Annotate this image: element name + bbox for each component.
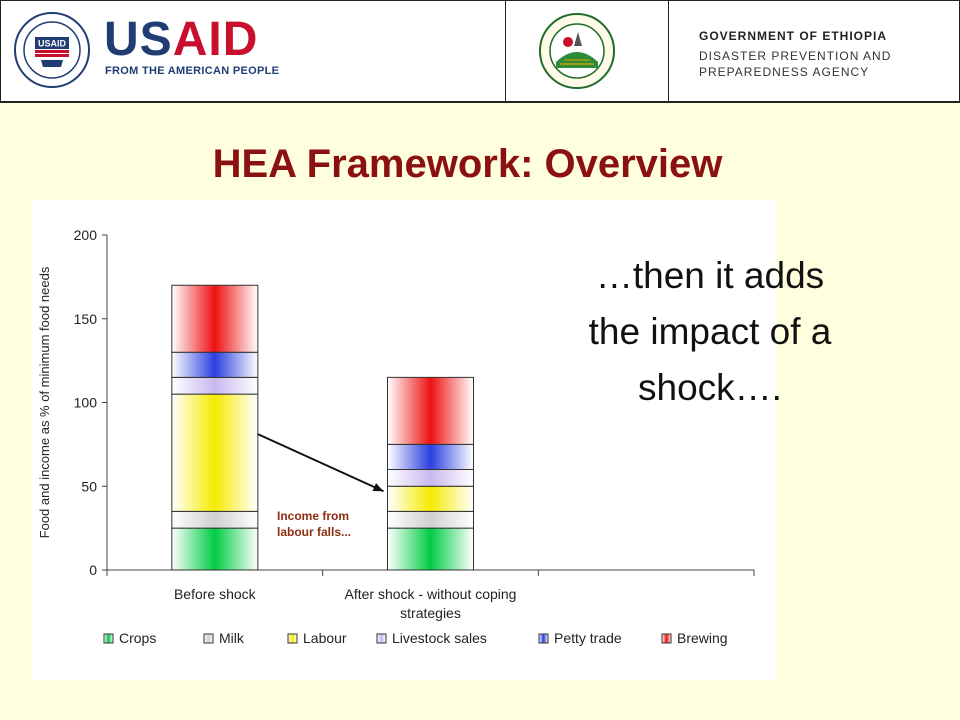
bar-segment-livestock-sales	[172, 377, 258, 394]
slide-note-line: …then it adds	[595, 255, 825, 296]
bar-segment-brewing	[172, 285, 258, 352]
legend-label: Labour	[303, 630, 347, 646]
slide-title: HEA Framework: Overview	[212, 142, 723, 186]
usaid-wordmark	[104, 15, 258, 65]
legend-swatch	[662, 634, 671, 643]
usaid-word-aid: AID	[172, 13, 259, 66]
x-category-label: Before shock	[173, 586, 256, 602]
usaid-logo-cell	[1, 1, 506, 101]
bar-segment-crops	[388, 528, 474, 570]
legend-label: Crops	[119, 630, 157, 646]
usaid-word-us: US	[104, 13, 173, 66]
bar-segment-petty-trade	[172, 352, 258, 377]
annotation-text: labour falls...	[277, 525, 352, 539]
bar-segment-petty-trade	[388, 444, 474, 469]
agency-name-line1: DISASTER PREVENTION AND	[699, 49, 892, 63]
header-banner	[0, 0, 960, 103]
y-axis-label: Food and income as % of minimum food needs	[37, 266, 52, 539]
legend-swatch	[539, 634, 548, 643]
usaid-tagline: FROM THE AMERICAN PEOPLE	[105, 65, 280, 77]
usaid-seal-icon	[13, 11, 91, 89]
bar-segment-labour	[388, 486, 474, 511]
bar-segment-milk	[172, 511, 258, 528]
ethiopia-seal-cell	[506, 1, 669, 101]
slide-note-line: shock….	[638, 367, 782, 408]
annotation-arrow-line	[258, 434, 384, 491]
legend-label: Milk	[219, 630, 244, 646]
dppa-seal-icon	[538, 12, 616, 90]
bar-segment-brewing	[388, 377, 474, 444]
slide-note-line: the impact of a	[588, 311, 832, 352]
legend-swatch	[288, 634, 297, 643]
bar-segment-milk	[388, 511, 474, 528]
legend-swatch	[377, 634, 386, 643]
government-cell	[669, 1, 959, 101]
legend-label: Livestock sales	[392, 630, 487, 646]
slide-note	[535, 248, 885, 416]
legend-label: Brewing	[677, 630, 728, 646]
bar-segment-livestock-sales	[388, 470, 474, 487]
y-tick-label: 150	[73, 310, 97, 327]
annotation-text: Income from	[277, 509, 350, 523]
x-category-label: After shock - without coping	[344, 586, 517, 602]
x-category-label: strategies	[400, 605, 461, 621]
y-tick-label: 0	[89, 562, 97, 578]
y-tick-label: 50	[81, 478, 97, 495]
usaid-seal-text: USAID	[37, 38, 67, 49]
y-tick-label: 200	[73, 227, 97, 243]
y-tick-label: 100	[73, 394, 97, 411]
legend-label: Petty trade	[554, 630, 622, 646]
government-title: GOVERNMENT OF ETHIOPIA	[699, 29, 888, 43]
bar-segment-crops	[172, 528, 258, 570]
legend-swatch	[204, 634, 213, 643]
bar-segment-labour	[172, 394, 258, 511]
legend-swatch	[104, 634, 113, 643]
agency-name-line2: PREPAREDNESS AGENCY	[699, 65, 870, 79]
